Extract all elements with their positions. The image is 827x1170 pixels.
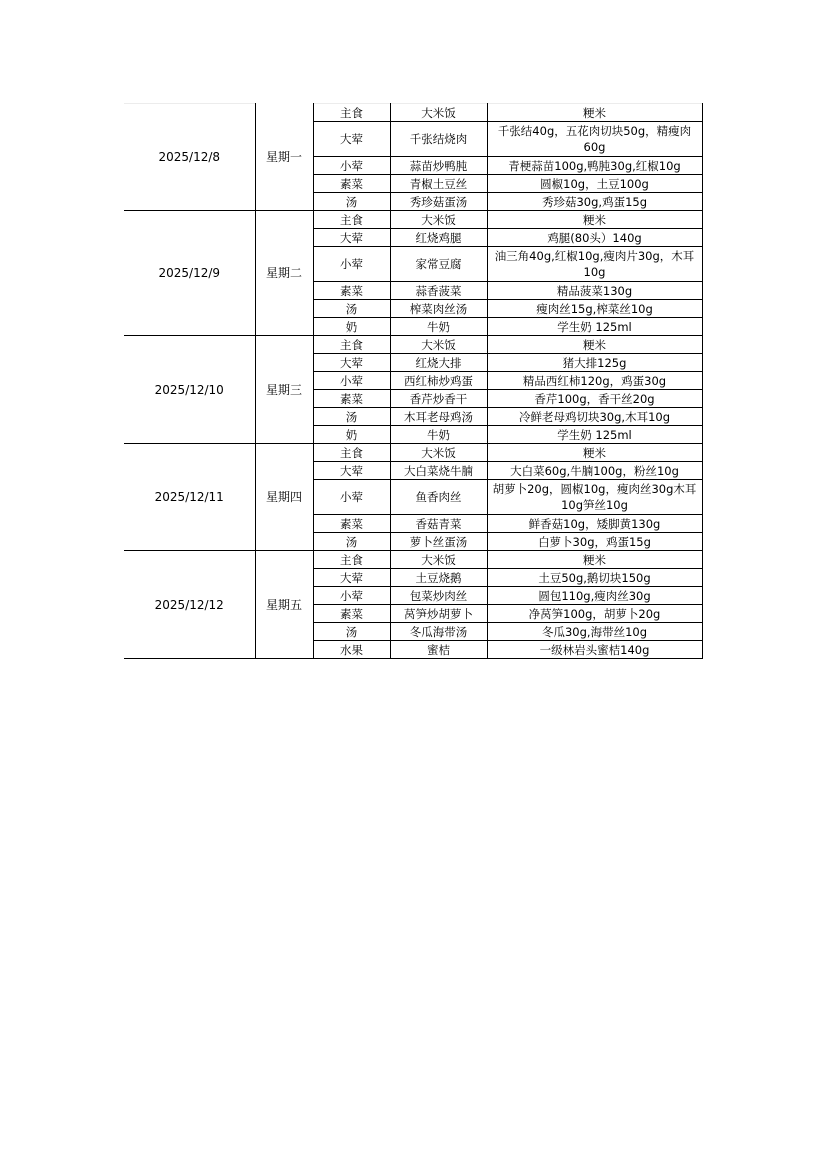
ingredients-cell: 胡萝卜20g，圆椒10g，瘦肉丝30g木耳10g笋丝10g <box>487 480 702 515</box>
category-cell: 大荤 <box>313 569 390 587</box>
dish-cell: 西红柿炒鸡蛋 <box>390 372 487 390</box>
category-cell: 大荤 <box>313 462 390 480</box>
ingredients-cell: 精品西红柿120g，鸡蛋30g <box>487 372 702 390</box>
category-cell: 小荤 <box>313 157 390 175</box>
dish-cell: 土豆烧鹅 <box>390 569 487 587</box>
dish-cell: 红烧鸡腿 <box>390 229 487 247</box>
category-cell: 小荤 <box>313 587 390 605</box>
ingredients-cell: 香芹100g，香干丝20g <box>487 390 702 408</box>
ingredients-cell: 粳米 <box>487 104 702 122</box>
dish-cell: 冬瓜海带汤 <box>390 623 487 641</box>
category-cell: 大荤 <box>313 122 390 157</box>
ingredients-cell: 净莴笋100g，胡萝卜20g <box>487 605 702 623</box>
weekday-cell: 星期四 <box>255 444 313 551</box>
dish-cell: 大米饭 <box>390 444 487 462</box>
menu-table <box>124 103 703 659</box>
dish-cell: 大米饭 <box>390 211 487 229</box>
category-cell: 小荤 <box>313 247 390 282</box>
category-cell: 汤 <box>313 533 390 551</box>
ingredients-cell: 学生奶 125ml <box>487 318 702 336</box>
dish-cell: 青椒土豆丝 <box>390 175 487 193</box>
dish-cell: 大米饭 <box>390 551 487 569</box>
dish-cell: 大米饭 <box>390 104 487 122</box>
ingredients-cell: 粳米 <box>487 211 702 229</box>
table-row <box>124 104 702 122</box>
ingredients-cell: 冷鲜老母鸡切块30g,木耳10g <box>487 408 702 426</box>
table-row <box>124 444 702 462</box>
category-cell: 素菜 <box>313 515 390 533</box>
ingredients-cell: 粳米 <box>487 444 702 462</box>
category-cell: 奶 <box>313 426 390 444</box>
ingredients-cell: 圆椒10g，土豆100g <box>487 175 702 193</box>
ingredients-cell: 千张结40g，五花肉切块50g，精瘦肉60g <box>487 122 702 157</box>
category-cell: 汤 <box>313 623 390 641</box>
dish-cell: 鱼香肉丝 <box>390 480 487 515</box>
category-cell: 主食 <box>313 551 390 569</box>
dish-cell: 红烧大排 <box>390 354 487 372</box>
category-cell: 素菜 <box>313 175 390 193</box>
date-cell: 2025/12/8 <box>124 104 255 211</box>
category-cell: 大荤 <box>313 229 390 247</box>
ingredients-cell: 大白菜60g,牛腩100g，粉丝10g <box>487 462 702 480</box>
table-row <box>124 211 702 229</box>
category-cell: 奶 <box>313 318 390 336</box>
table-row <box>124 551 702 569</box>
dish-cell: 蜜桔 <box>390 641 487 659</box>
date-cell: 2025/12/12 <box>124 551 255 659</box>
dish-cell: 牛奶 <box>390 426 487 444</box>
dish-cell: 千张结烧肉 <box>390 122 487 157</box>
dish-cell: 家常豆腐 <box>390 247 487 282</box>
dish-cell: 秀珍菇蛋汤 <box>390 193 487 211</box>
category-cell: 素菜 <box>313 282 390 300</box>
dish-cell: 蒜香菠菜 <box>390 282 487 300</box>
category-cell: 汤 <box>313 408 390 426</box>
category-cell: 素菜 <box>313 605 390 623</box>
category-cell: 素菜 <box>313 390 390 408</box>
date-cell: 2025/12/10 <box>124 336 255 444</box>
category-cell: 大荤 <box>313 354 390 372</box>
category-cell: 主食 <box>313 336 390 354</box>
ingredients-cell: 圆包110g,瘦肉丝30g <box>487 587 702 605</box>
dish-cell: 榨菜肉丝汤 <box>390 300 487 318</box>
category-cell: 水果 <box>313 641 390 659</box>
ingredients-cell: 冬瓜30g,海带丝10g <box>487 623 702 641</box>
category-cell: 小荤 <box>313 372 390 390</box>
category-cell: 主食 <box>313 444 390 462</box>
category-cell: 主食 <box>313 104 390 122</box>
ingredients-cell: 秀珍菇30g,鸡蛋15g <box>487 193 702 211</box>
ingredients-cell: 精品菠菜130g <box>487 282 702 300</box>
ingredients-cell: 粳米 <box>487 551 702 569</box>
dish-cell: 包菜炒肉丝 <box>390 587 487 605</box>
category-cell: 汤 <box>313 193 390 211</box>
ingredients-cell: 白萝卜30g，鸡蛋15g <box>487 533 702 551</box>
ingredients-cell: 土豆50g,鹅切块150g <box>487 569 702 587</box>
dish-cell: 莴笋炒胡萝卜 <box>390 605 487 623</box>
table-row <box>124 336 702 354</box>
dish-cell: 香菇青菜 <box>390 515 487 533</box>
weekday-cell: 星期一 <box>255 104 313 211</box>
ingredients-cell: 鸡腿(80头）140g <box>487 229 702 247</box>
dish-cell: 蒜苗炒鸭肫 <box>390 157 487 175</box>
menu-body <box>124 104 702 659</box>
category-cell: 小荤 <box>313 480 390 515</box>
dish-cell: 牛奶 <box>390 318 487 336</box>
weekday-cell: 星期三 <box>255 336 313 444</box>
category-cell: 汤 <box>313 300 390 318</box>
ingredients-cell: 鲜香菇10g，矮脚黄130g <box>487 515 702 533</box>
ingredients-cell: 猪大排125g <box>487 354 702 372</box>
ingredients-cell: 学生奶 125ml <box>487 426 702 444</box>
dish-cell: 香芹炒香干 <box>390 390 487 408</box>
date-cell: 2025/12/11 <box>124 444 255 551</box>
category-cell: 主食 <box>313 211 390 229</box>
dish-cell: 大米饭 <box>390 336 487 354</box>
ingredients-cell: 一级林岩头蜜桔140g <box>487 641 702 659</box>
ingredients-cell: 青梗蒜苗100g,鸭肫30g,红椒10g <box>487 157 702 175</box>
dish-cell: 大白菜烧牛腩 <box>390 462 487 480</box>
weekday-cell: 星期二 <box>255 211 313 336</box>
ingredients-cell: 油三角40g,红椒10g,瘦肉片30g，木耳10g <box>487 247 702 282</box>
weekday-cell: 星期五 <box>255 551 313 659</box>
dish-cell: 木耳老母鸡汤 <box>390 408 487 426</box>
ingredients-cell: 瘦肉丝15g,榨菜丝10g <box>487 300 702 318</box>
dish-cell: 萝卜丝蛋汤 <box>390 533 487 551</box>
date-cell: 2025/12/9 <box>124 211 255 336</box>
ingredients-cell: 粳米 <box>487 336 702 354</box>
